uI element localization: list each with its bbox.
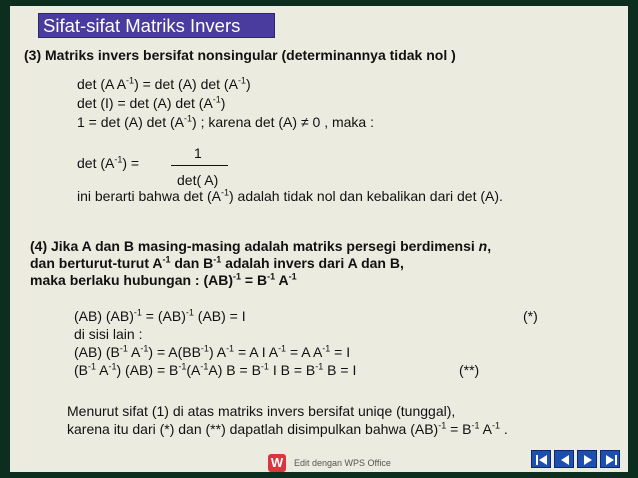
equation-2-part: -1 bbox=[278, 343, 287, 354]
section3-line-1-part: ) = det (A) det (A bbox=[134, 76, 238, 92]
equation-1 bbox=[74, 308, 246, 325]
section4-heading-3-part: maka berlaku hubungan : (AB) bbox=[30, 272, 234, 288]
equation-3 bbox=[74, 362, 356, 379]
equation-3-part: A bbox=[96, 362, 109, 378]
section4-heading-2-part: dan berturut-turut A bbox=[30, 255, 163, 271]
equation-1-mark: (*) bbox=[523, 308, 538, 324]
section4-heading-3-part: -1 bbox=[288, 271, 297, 282]
section3-line-3-part: ) ; karena det (A) ≠ 0 , maka : bbox=[192, 114, 374, 130]
section4-heading-2-part: -1 bbox=[213, 254, 222, 265]
fraction-lhs-part: ) = bbox=[122, 155, 140, 171]
first-slide-button[interactable] bbox=[531, 450, 551, 468]
equation-2-part: = I bbox=[330, 344, 351, 360]
section4-conclusion-2-part: karena itu dari (*) dan (**) dapatlah disimpulkan bahwa (AB) bbox=[67, 421, 439, 437]
section4-heading-1-part: n bbox=[478, 238, 488, 254]
equation-1-part: (AB) (AB) bbox=[74, 308, 134, 324]
next-slide-icon bbox=[578, 451, 598, 469]
section3-conclusion-part: ini berarti bahwa det (A bbox=[77, 188, 221, 204]
section3-line-3-part: 1 = det (A) det (A bbox=[77, 114, 184, 130]
equation-3-part: A) B = B bbox=[208, 362, 261, 378]
section4-conclusion-2-part: -1 bbox=[438, 420, 447, 431]
side-note: di sisi lain : bbox=[74, 326, 143, 342]
section4-conclusion-2-part: -1 bbox=[492, 420, 501, 431]
section3-line-2-part: -1 bbox=[212, 94, 221, 105]
equation-2 bbox=[74, 344, 350, 361]
equation-2-part: -1 bbox=[200, 343, 209, 354]
section3-conclusion bbox=[77, 188, 503, 205]
section3-line-1-part: det (A A bbox=[77, 76, 127, 92]
fraction-lhs-part: -1 bbox=[114, 154, 123, 165]
equation-2-part: -1 bbox=[322, 343, 331, 354]
equation-1-part: (AB) = I bbox=[193, 308, 246, 324]
section3-line-2 bbox=[77, 95, 225, 112]
wps-watermark-text: Edit dengan WPS Office bbox=[294, 458, 391, 468]
section4-heading-2-part: dan B bbox=[170, 255, 214, 271]
previous-slide-icon bbox=[555, 451, 575, 469]
equation-3-part: (A bbox=[186, 362, 201, 378]
equation-3-part: B = I bbox=[323, 362, 357, 378]
section3-line-1-part: -1 bbox=[126, 75, 135, 86]
equation-1-part: -1 bbox=[133, 307, 142, 318]
wps-logo-letter: W bbox=[270, 455, 284, 470]
equation-3-part: -1 bbox=[108, 361, 117, 372]
equation-3-part: -1 bbox=[315, 361, 324, 372]
fraction-denominator: det( A) bbox=[177, 172, 219, 188]
equation-3-part: I B = B bbox=[268, 362, 316, 378]
section4-conclusion-2-part: A bbox=[479, 421, 492, 437]
section3-line-1-part: ) bbox=[245, 76, 251, 92]
section4-conclusion-2-part: -1 bbox=[471, 420, 480, 431]
section4-heading-2-part: adalah invers dari A dan B, bbox=[221, 255, 404, 271]
section3-line-1 bbox=[77, 76, 251, 93]
section3-heading: (3) Matriks invers bersifat nonsingular (determinannya tidak nol ) bbox=[24, 47, 456, 63]
section4-conclusion-1: Menurut sifat (1) di atas matriks invers bersifat uniqe (tunggal), bbox=[67, 403, 456, 419]
section4-heading-1-part: , bbox=[487, 238, 492, 254]
equation-2-part: ) = A(BB bbox=[148, 344, 201, 360]
title-bar bbox=[38, 13, 275, 38]
equation-3-part: -1 bbox=[88, 361, 97, 372]
slide-title: Sifat-sifat Matriks Invers bbox=[43, 15, 241, 36]
section4-heading-1 bbox=[30, 238, 491, 255]
section4-conclusion-2-part: . bbox=[500, 421, 508, 437]
section3-line-2-part: det (I) = det (A) det (A bbox=[77, 95, 213, 111]
equation-3-part: ) (AB) = B bbox=[116, 362, 179, 378]
next-slide-button[interactable] bbox=[577, 450, 597, 468]
fraction-bar bbox=[171, 165, 228, 166]
section4-heading-2-part: -1 bbox=[162, 254, 171, 265]
equation-3-mark: (**) bbox=[459, 362, 480, 378]
equation-2-part: A bbox=[127, 344, 141, 360]
section3-conclusion-part: -1 bbox=[220, 187, 229, 198]
section4-heading-3 bbox=[30, 272, 297, 289]
section3-line-3-part: -1 bbox=[184, 113, 193, 124]
section4-heading-3-part: = B bbox=[241, 272, 268, 288]
section4-heading-3-part: -1 bbox=[233, 271, 242, 282]
equation-2-part: -1 bbox=[140, 343, 149, 354]
equation-3-part: (B bbox=[74, 362, 88, 378]
fraction-lhs bbox=[77, 155, 139, 172]
last-slide-icon bbox=[601, 451, 621, 469]
previous-slide-button[interactable] bbox=[554, 450, 574, 468]
last-slide-button[interactable] bbox=[600, 450, 620, 468]
section3-conclusion-part: ) adalah tidak nol dan kebalikan dari det (A). bbox=[228, 188, 503, 204]
section4-heading-1-part: (4) Jika A dan B masing-masing adalah matriks persegi berdimensi bbox=[30, 238, 479, 254]
equation-3-part: -1 bbox=[260, 361, 269, 372]
section4-heading-3-part: -1 bbox=[267, 271, 276, 282]
equation-2-part: ) A bbox=[208, 344, 227, 360]
first-slide-icon bbox=[532, 451, 552, 469]
equation-2-part: -1 bbox=[226, 343, 235, 354]
section4-heading-3-part: A bbox=[275, 272, 289, 288]
section3-line-1-part: -1 bbox=[237, 75, 246, 86]
slide-frame bbox=[10, 6, 628, 472]
equation-3-part: -1 bbox=[178, 361, 187, 372]
section4-conclusion-2-part: = B bbox=[446, 421, 472, 437]
equation-2-part: (AB) (B bbox=[74, 344, 120, 360]
section4-heading-2 bbox=[30, 255, 404, 272]
section3-line-2-part: ) bbox=[220, 95, 226, 111]
fraction-lhs-part: det (A bbox=[77, 155, 115, 171]
equation-1-part: -1 bbox=[185, 307, 194, 318]
fraction-numerator: 1 bbox=[194, 145, 202, 161]
equation-2-part: = A I A bbox=[234, 344, 279, 360]
section4-conclusion-2 bbox=[67, 421, 508, 438]
equation-1-part: = (AB) bbox=[141, 308, 186, 324]
section3-line-3 bbox=[77, 114, 374, 131]
equation-3-part: -1 bbox=[200, 361, 209, 372]
equation-2-part: -1 bbox=[119, 343, 128, 354]
equation-2-part: = A A bbox=[286, 344, 323, 360]
wps-logo-icon bbox=[268, 454, 286, 472]
